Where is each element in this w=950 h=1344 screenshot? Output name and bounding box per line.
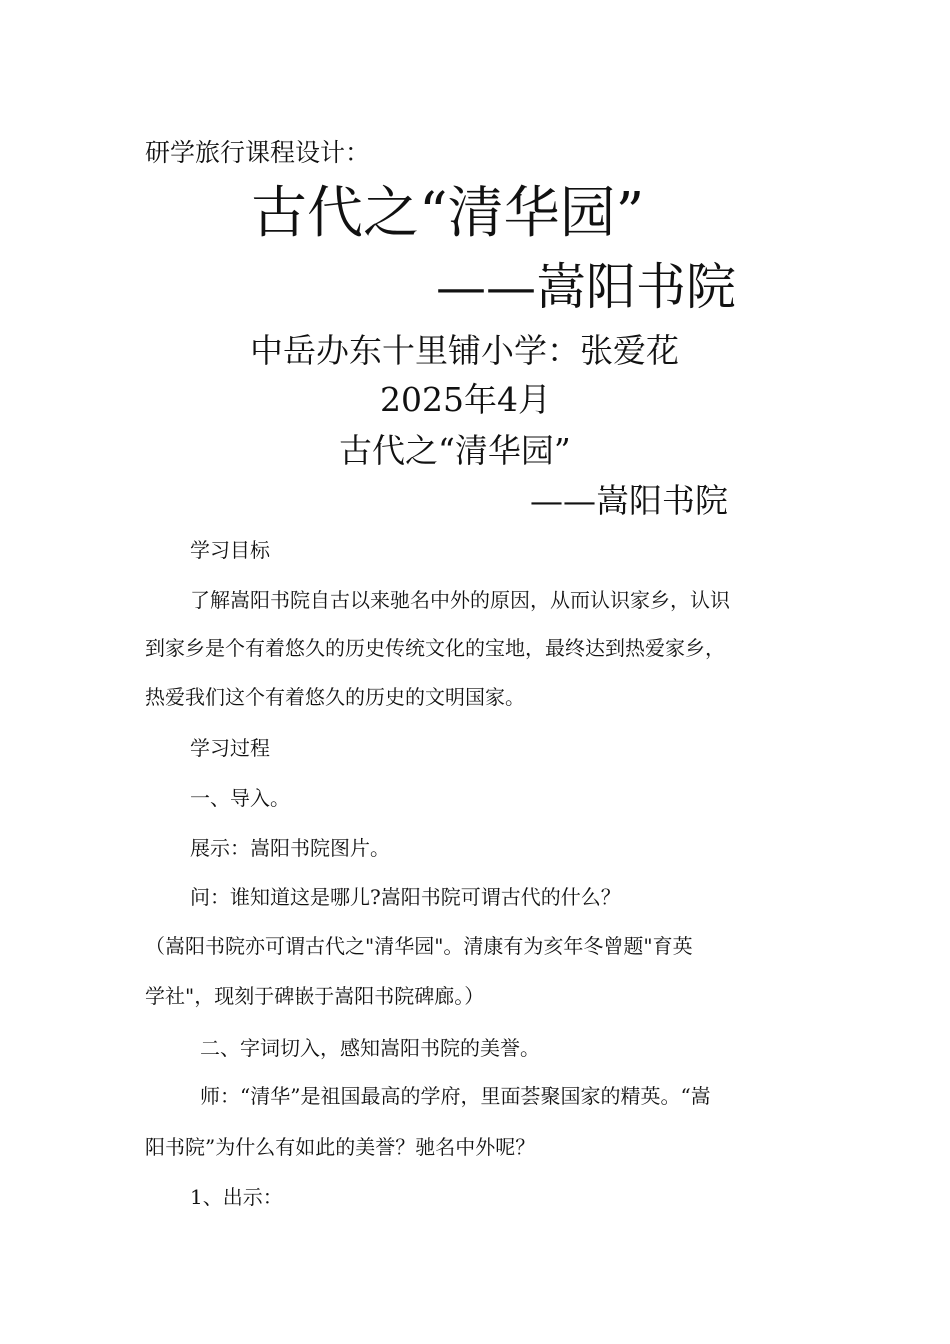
note-line: 学社"，现刻于碑嵌于嵩阳书院碑廊。） [145,984,485,1008]
document-subtitle: ——嵩阳书院 [436,258,736,316]
question-line: 问：谁知道这是哪儿?嵩阳书院可谓古代的什么？ [190,885,621,909]
teacher-line: 师：“清华”是祖国最高的学府，里面荟聚国家的精英。“嵩 [200,1084,711,1108]
section-heading-2: 二、字词切入，感知嵩阳书院的美誉。 [200,1036,540,1060]
goal-text-line: 热爱我们这个有着悠久的历史的文明国家。 [145,685,525,709]
note-line: （嵩阳书院亦可谓古代之"清华园"。清康有为亥年冬曾题"育英 [145,934,693,958]
show-line: 展示：嵩阳书院图片。 [190,836,390,860]
teacher-line: 阳书院”为什么有如此的美誉？驰名中外呢？ [145,1135,536,1159]
author-line: 中岳办东十里铺小学：张爱花 [250,331,679,370]
date-line: 2025年4月 [380,380,551,419]
subtitle-repeat: ——嵩阳书院 [530,481,728,520]
goal-text-line: 到家乡是个有着悠久的历史传统文化的宝地，最终达到热爱家乡， [145,636,725,660]
show-item-line: 1、出示： [190,1185,283,1209]
intro-line: 研学旅行课程设计： [145,138,371,167]
goal-heading: 学习目标 [190,538,270,562]
title-repeat: 古代之“清华园” [339,431,571,470]
process-heading: 学习过程 [190,736,270,760]
document-title: 古代之“清华园” [251,181,645,246]
goal-text-line: 了解嵩阳书院自古以来驰名中外的原因，从而认识家乡，认识 [190,588,730,612]
section-heading-1: 一、导入。 [190,786,290,810]
